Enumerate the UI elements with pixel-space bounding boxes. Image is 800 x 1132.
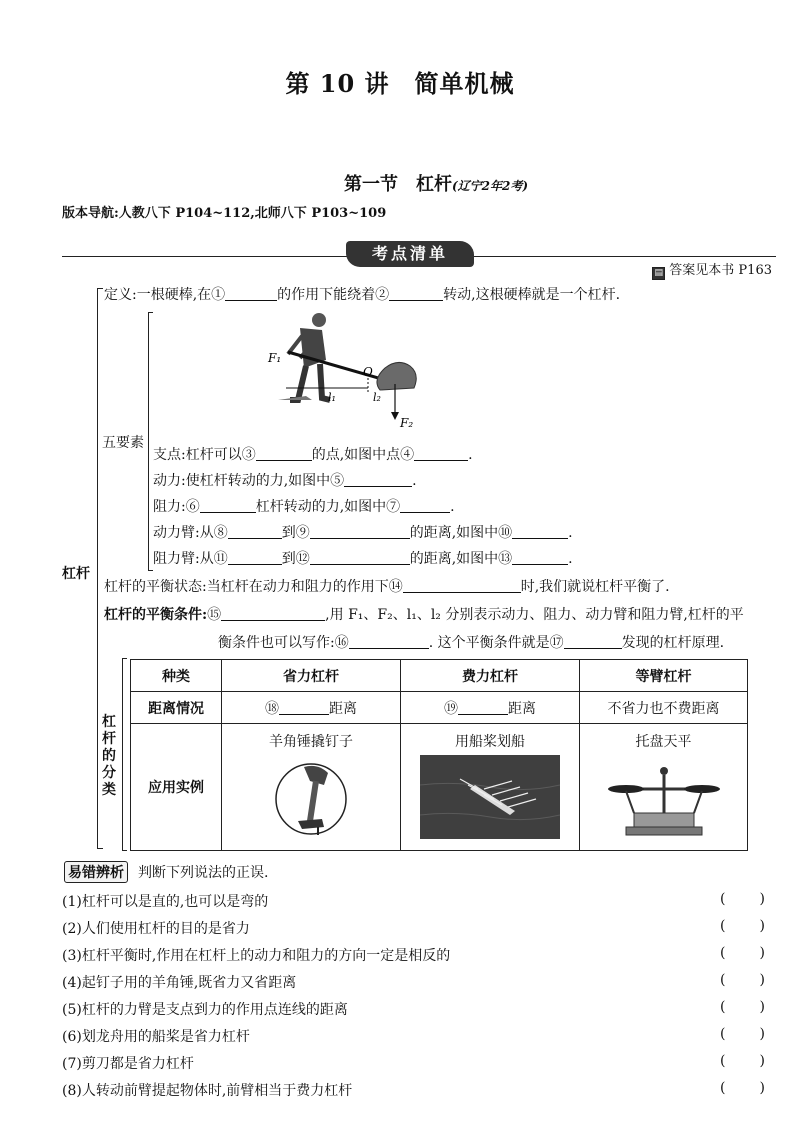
quiz-item-5: (5)杠杆的力臂是支点到力的作用点连线的距离 (62, 1002, 348, 1018)
example-hammer-label: 羊角锤撬钉子 (269, 734, 353, 750)
answer-paren-2[interactable]: () (720, 918, 799, 934)
book-icon: ▤ (652, 267, 665, 280)
quiz-item-3: (3)杠杆平衡时,作用在杠杆上的动力和阻力的方向一定是相反的 (62, 948, 451, 964)
edition-nav: 版本导航:人教八下 P104~112,北师八下 P103~109 (62, 206, 387, 221)
header-kind: 种类 (131, 660, 222, 692)
answer-reference (652, 259, 772, 280)
label-f1: F₁ (268, 351, 282, 365)
example-balance-label: 托盘天平 (635, 734, 692, 750)
answer-paren-7[interactable]: () (720, 1053, 799, 1069)
resistance-line: 阻力:⑥ 杠杆转动的力,如图中⑦ . (153, 499, 455, 515)
balance-image (604, 755, 724, 839)
answer-paren-3[interactable]: () (720, 945, 799, 961)
quiz-tag: 易错辨析 (64, 861, 128, 883)
balance-condition-line2: 衡条件也可以写作:⑯ . 这个平衡条件就是⑰ 发现的杠杆原理. (218, 635, 725, 651)
elements-brace-line (148, 312, 149, 570)
answer-paren-8[interactable]: () (720, 1080, 799, 1096)
divider-left (62, 256, 348, 257)
lecture-title: 第 10 讲 简单机械 (285, 69, 515, 98)
label-l2: l₂ (373, 391, 381, 404)
classification-table (130, 659, 748, 851)
root-brace-line (97, 288, 98, 848)
quiz-item-4: (4)起钉子用的羊角锤,既省力又省距离 (62, 975, 297, 991)
table-row-examples (131, 724, 748, 851)
blank-2 (389, 286, 443, 301)
answer-paren-6[interactable]: () (720, 1026, 799, 1042)
example-rowing-label: 用船桨划船 (455, 734, 525, 750)
answer-paren-5[interactable]: () (720, 999, 799, 1015)
table-header-row (131, 660, 748, 692)
answer-reference-text: 答案见本书 P163 (669, 263, 772, 278)
quiz-item-8: (8)人转动前臂提起物体时,前臂相当于费力杠杆 (62, 1083, 353, 1099)
effort-arm-line: 动力臂:从⑧ 到⑨ 的距离,如图中⑩ . (153, 525, 573, 541)
cell-force-saving-distance: ⑱ 距离 (222, 692, 401, 724)
cell-hammer (222, 724, 401, 851)
blank-1 (225, 286, 277, 301)
rock-shape (377, 362, 416, 390)
label-l1: l₁ (328, 391, 336, 404)
row-label-examples: 应用实例 (131, 724, 222, 851)
cell-distance-saving-distance: ⑲ 距离 (401, 692, 580, 724)
resistance-arm-line: 阻力臂:从⑪ 到⑫ 的距离,如图中⑬ . (153, 551, 573, 567)
five-elements-label: 五要素 (102, 435, 144, 451)
header-distance-saving: 费力杠杆 (401, 660, 580, 692)
balance-state-line: 杠杆的平衡状态:当杠杆在动力和阻力的作用下⑭ 时,我们就说杠杆平衡了. (104, 579, 670, 595)
rowing-image (420, 755, 560, 839)
balance-condition-line1: 杠杆的平衡条件:⑮ ,用 F₁、F₂、l₁、l₂ 分别表示动力、阻力、动力臂和阻力臂,杠杆的平 (104, 607, 744, 623)
section-title-text: 第一节 杠杆 (344, 174, 452, 195)
divider-right (472, 256, 776, 257)
section-title (344, 170, 528, 196)
quiz-item-2: (2)人们使用杠杆的目的是省力 (62, 921, 250, 937)
table-row-distance (131, 692, 748, 724)
cell-rowing (401, 724, 580, 851)
fulcrum-line: 支点:杠杆可以③ 的点,如图中点④ . (153, 447, 473, 463)
lever-figure (260, 308, 430, 433)
cell-equal-arm-distance: 不省力也不费距离 (580, 692, 748, 724)
quiz-instruction: 判断下列说法的正误. (138, 865, 269, 881)
answer-paren-4[interactable]: () (720, 972, 799, 988)
quiz-item-7: (7)剪刀都是省力杠杆 (62, 1056, 194, 1072)
ground-stone (278, 396, 312, 400)
definition-line: 定义:一根硬棒,在① 的作用下能绕着② 转动,这根硬棒就是一个杠杆. (104, 287, 621, 303)
section-banner: 考点清单 (346, 241, 474, 267)
classification-brace-line (122, 658, 123, 850)
cell-balance (580, 724, 748, 851)
root-label: 杠杆 (62, 566, 90, 582)
header-equal-arm: 等臂杠杆 (580, 660, 748, 692)
label-o: O (363, 365, 373, 379)
classification-label: 杠杆的分类 (102, 714, 116, 798)
section-note: (辽宁2年2考) (452, 179, 529, 193)
quiz-item-6: (6)划龙舟用的船桨是省力杠杆 (62, 1029, 250, 1045)
quiz-item-1: (1)杠杆可以是直的,也可以是弯的 (62, 894, 269, 910)
hammer-image (274, 755, 348, 843)
header-force-saving: 省力杠杆 (222, 660, 401, 692)
answer-paren-1[interactable]: () (720, 891, 799, 907)
effort-line: 动力:使杠杆转动的力,如图中⑤ . (153, 473, 417, 489)
row-label-distance: 距离情况 (131, 692, 222, 724)
label-f2: F₂ (400, 416, 414, 430)
